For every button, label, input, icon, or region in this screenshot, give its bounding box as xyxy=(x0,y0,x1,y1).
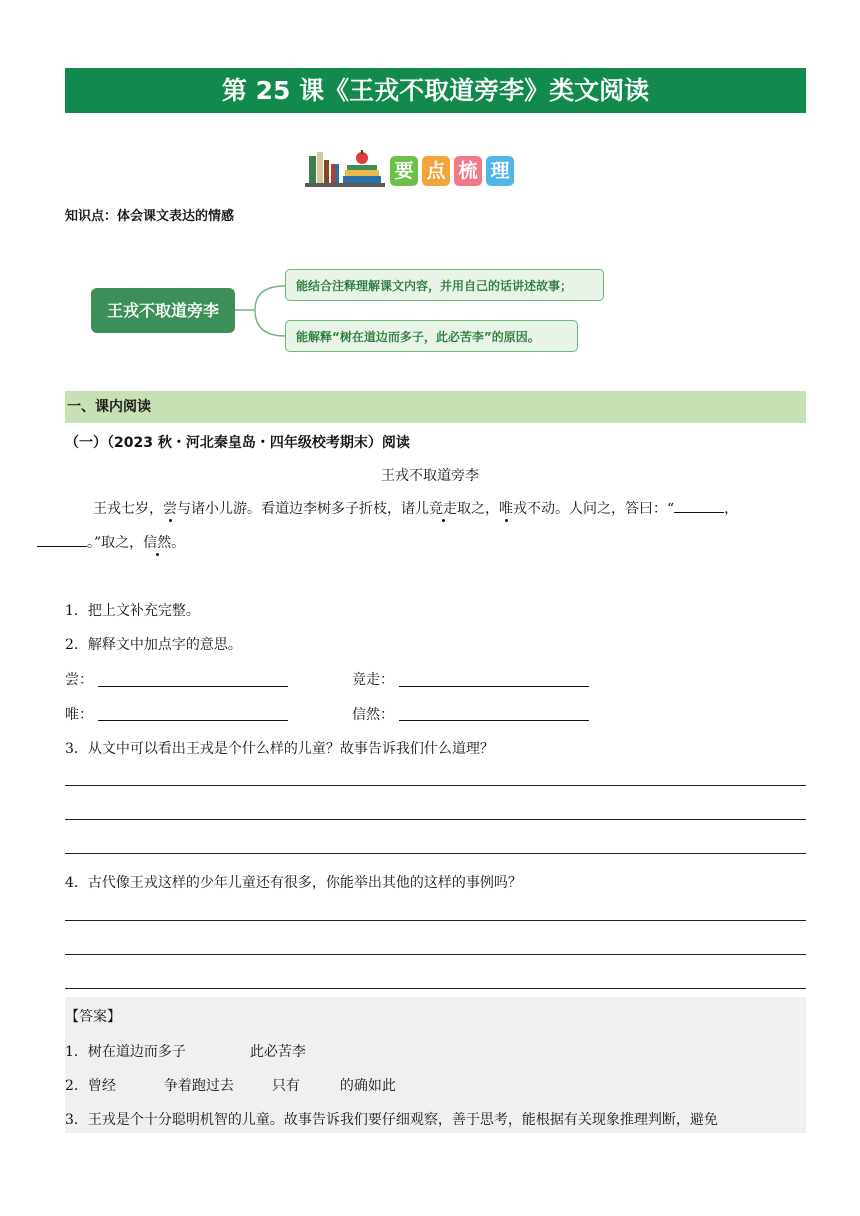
passage-text: 王戎七岁，尝与诸小儿游。看道边李树多子折枝，诸儿竞走取之，唯戎不动。人问之，答曰：“ ， 。”取之，信然。 xyxy=(65,492,806,560)
key-points-badge xyxy=(305,148,535,190)
mindmap-node: 能结合注释理解课文内容，并用自己的话讲述故事； xyxy=(285,269,604,301)
question-4: 4．古代像王戎这样的少年儿童还有很多，你能举出其他的这样的事例吗？ xyxy=(65,875,522,891)
answer-line[interactable] xyxy=(98,686,288,687)
answer-line[interactable] xyxy=(399,720,589,721)
mindmap-root: 王戎不取道旁李 xyxy=(91,288,235,333)
mindmap-node: 能解释“树在道边而多子，此必苦李”的原因。 xyxy=(285,320,578,352)
badge-char: 要 xyxy=(390,156,418,186)
answer-heading: 【答案】 xyxy=(65,1009,121,1025)
dotted-word: 竞走 xyxy=(429,501,457,517)
answer-line[interactable] xyxy=(399,686,589,687)
answer-line[interactable] xyxy=(65,954,806,955)
question-2: 2．解释文中加点字的意思。 xyxy=(65,637,242,653)
question-3: 3．从文中可以看出王戎是个什么样的儿童？故事告诉我们什么道理？ xyxy=(65,741,494,757)
fill-label: 尝： xyxy=(65,672,93,688)
fill-label: 信然： xyxy=(352,707,394,723)
page-title: 第 25 课《王戎不取道旁李》类文阅读 xyxy=(65,68,806,113)
badge-char: 点 xyxy=(422,156,450,186)
answer-2: 2．曾经 争着跑过去 只有 的确如此 xyxy=(65,1078,396,1094)
dotted-word: 信然 xyxy=(143,535,172,551)
dotted-word: 唯 xyxy=(499,501,513,517)
knowledge-point-label: 知识点：体会课文表达的情感 xyxy=(65,209,235,224)
books-icon xyxy=(305,148,385,188)
section-heading: 一、课内阅读 xyxy=(65,391,806,423)
answer-1: 1．树在道边而多子 此必苦李 xyxy=(65,1044,306,1060)
answer-line[interactable] xyxy=(65,853,806,854)
answer-line[interactable] xyxy=(65,920,806,921)
question-1: 1．把上文补充完整。 xyxy=(65,603,200,619)
badge-char: 理 xyxy=(486,156,514,186)
question-source: （一）（2023 秋・河北秦皇岛・四年级校考期末）阅读 xyxy=(65,435,410,451)
fill-blank[interactable] xyxy=(37,530,87,547)
badge-char: 梳 xyxy=(454,156,482,186)
answer-line[interactable] xyxy=(65,988,806,989)
fill-label: 唯： xyxy=(65,707,93,723)
dotted-word: 尝 xyxy=(163,501,177,517)
answer-line[interactable] xyxy=(65,785,806,786)
answer-line[interactable] xyxy=(98,720,288,721)
answer-3: 3．王戎是个十分聪明机智的儿童。故事告诉我们要仔细观察，善于思考，能根据有关现象推理判断，避免 xyxy=(65,1112,718,1128)
fill-label: 竞走： xyxy=(352,672,394,688)
fill-blank[interactable] xyxy=(674,496,724,513)
answer-line[interactable] xyxy=(65,819,806,820)
passage-title: 王戎不取道旁李 xyxy=(381,468,479,484)
